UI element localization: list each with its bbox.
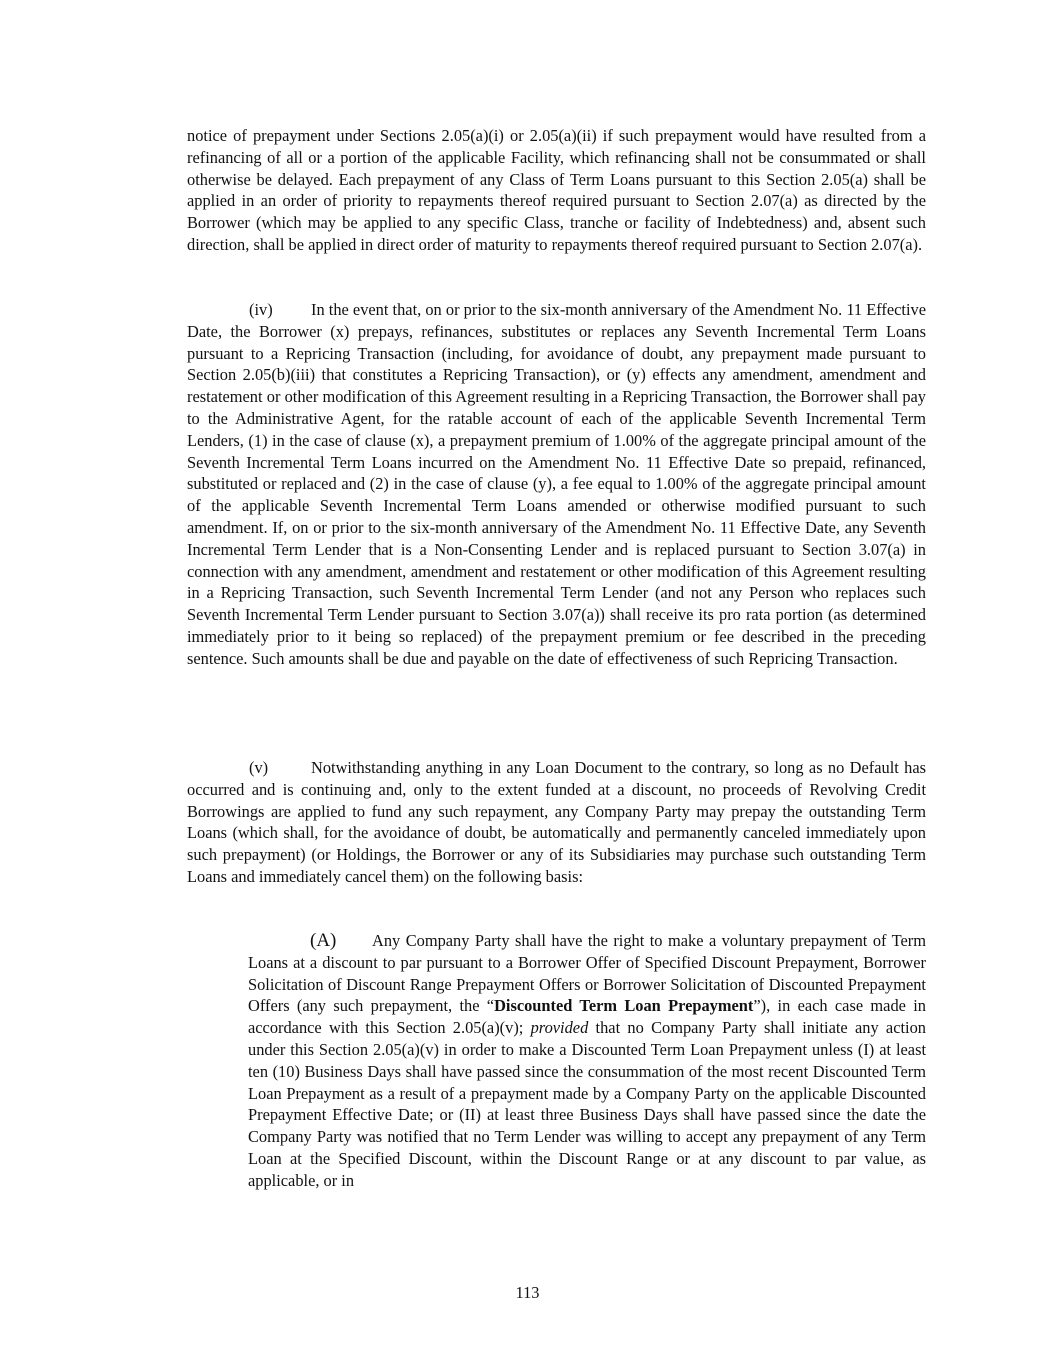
- clause-label-iv: (iv): [249, 300, 273, 319]
- clause-A-text-part-2: ”), in each case made in accordance with this Section 2.05(a)(v);: [248, 996, 926, 1038]
- paragraph-continuation: notice of prepayment under Sections 2.05(a)(i) or 2.05(a)(ii) if such prepayment would have resulted from a refinancing of all or a portion of the applicable Facility, which refinancing shall not be consummated or shall otherwise be delayed. Each prepayment of any Class of Term Loans pursuant to this Section 2.05(a) shall be applied in an order of priority to repayments thereof required pursuant to Section 2.07(a) as directed by the Borrower (which may be applied to any specific Class, tranche or facility of Indebtedness) and, absent such direction, shall be applied in direct order of maturity to repayments thereof required pursuant to Section 2.07(a).: [187, 126, 926, 254]
- clause-v-text: Notwithstanding anything in any Loan Document to the contrary, so long as no Default has occurred and is continuing and, only to the extent funded at a discount, no proceeds of Revolving Credit Borrowings are applied to fund any such repayment, any Company Party may prepay the outstanding Term Loans (which shall, for the avoidance of doubt, be automatically and permanently canceled immediately upon such prepayment) (or Holdings, the Borrower or any of its Subsidiaries may purchase such outstanding Term Loans and immediately cancel them) on the following basis:: [187, 758, 926, 886]
- clause-label-A: (A): [310, 930, 337, 951]
- page-number: 113: [515, 1283, 540, 1302]
- clause-iv-text: In the event that, on or prior to the six-month anniversary of the Amendment No. 11 Effective Date, the Borrower (x) prepays, refinances, substitutes or replaces any Seventh Incremental Term Loans pursuant to a Repricing Transaction (including, for avoidance of doubt, any prepayment made pursuant to Section 2.05(b)(iii) that constitutes a Repricing Transaction), or (y) effects any amendment, amendment and restatement or other modification of this Agreement resulting in a Repricing Transaction, the Borrower shall pay to the Administrative Agent, for the ratable account of each of the applicable Seventh Incremental Term Lenders, (1) in the case of clause (x), a prepayment premium of 1.00% of the aggregate principal amount of the Seventh Incremental Term Loans incurred on the Amendment No. 11 Effective Date so prepaid, refinanced, substituted or replaced and (2) in the case of clause (y), a fee equal to 1.00% of the aggregate principal amount of the applicable Seventh Incremental Term Loans amended or otherwise modified pursuant to such amendment. If, on or prior to the six-month anniversary of the Amendment No. 11 Effective Date, any Seventh Incremental Term Lender that is a Non-Consenting Lender and is replaced pursuant to Section 3.07(a) in connection with any amendment, amendment and restatement or other modification of this Agreement resulting in a Repricing Transaction, such Seventh Incremental Term Lender (and not any Person who replaces such Seventh Incremental Term Lender pursuant to Section 3.07(a)) shall receive its pro rata portion (as determined immediately prior to it being so replaced) of the prepayment premium or fee described in the preceding sentence. Such amounts shall be due and payable on the date of effectiveness of such Repricing Transaction.: [187, 300, 926, 668]
- clause-label-v: (v): [249, 758, 269, 777]
- clause-A-text-part-3: that no Company Party shall initiate any action under this Section 2.05(a)(v) in order to make a Discounted Term Loan Prepayment unless (I) at least ten (10) Business Days shall have passed since the consummation of the most recent Discounted Term Loan Prepayment as a result of a prepayment made by a Company Party on the applicable Discounted Prepayment Effective Date; or (II) at least three Business Days shall have passed since the date the Company Party was notified that no Term Lender was willing to accept any prepayment of any Term Loan at the Specified Discount, within the Discount Range or at any discount to par value, as applicable, or in: [248, 1018, 926, 1190]
- paragraph-v: [187, 757, 926, 888]
- paragraph-iv: [187, 299, 926, 670]
- clause-A-text-part-1: Any Company Party shall have the right to make a voluntary prepayment of Term Loans at a discount to par pursuant to a Borrower Offer of Specified Discount Prepayment, Borrower Solicitation of Discount Range Prepayment Offers or Borrower Solicitation of Discounted Prepayment Offers (any such prepayment, the “: [248, 931, 926, 1016]
- provided-term: provided: [530, 1018, 589, 1038]
- defined-term: Discounted Term Loan Prepayment: [494, 996, 754, 1016]
- paragraph-A: [248, 930, 926, 1192]
